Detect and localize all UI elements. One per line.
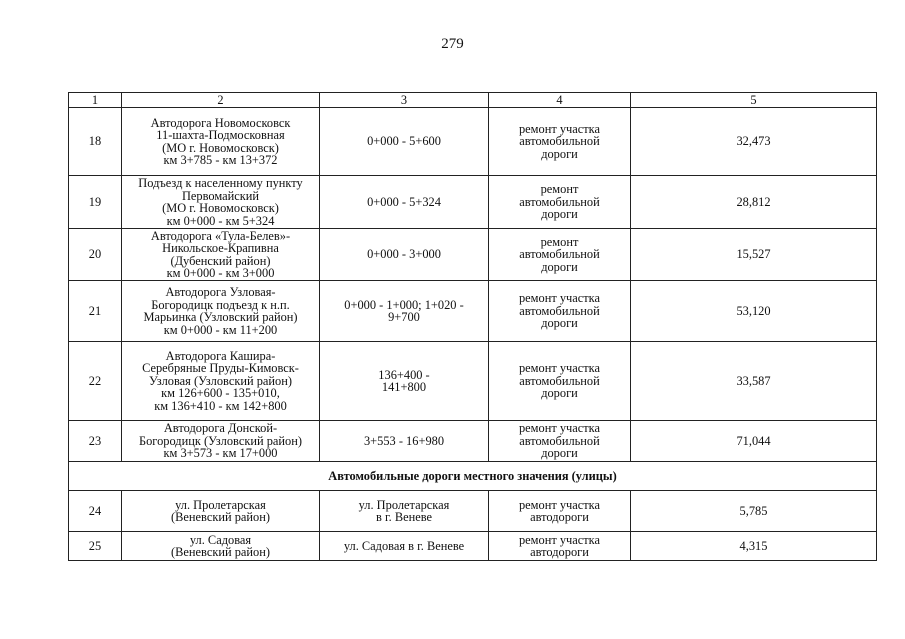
amount-cell: 15,527 [631, 229, 877, 281]
table-header-row [69, 93, 877, 108]
table-row [69, 108, 877, 176]
table-row [69, 421, 877, 462]
table-row [69, 229, 877, 281]
amount-cell: 53,120 [631, 281, 877, 342]
table-row [69, 281, 877, 342]
column-header: 4 [489, 93, 631, 108]
row-number: 21 [69, 281, 122, 342]
work-type-cell: ремонт участка автодороги [489, 491, 631, 532]
road-name-cell: Автодорога «Тула-Белев»- Никольское-Крапивна (Дубенский район) км 0+000 - км 3+000 [122, 229, 320, 281]
km-range-cell: 3+553 - 16+980 [320, 421, 489, 462]
row-number: 24 [69, 491, 122, 532]
row-number: 25 [69, 532, 122, 561]
page-number: 279 [441, 36, 464, 52]
row-number: 23 [69, 421, 122, 462]
amount-cell: 28,812 [631, 176, 877, 229]
road-name-cell: ул. Пролетарская (Веневский район) [122, 491, 320, 532]
work-type-cell: ремонт участка автомобильной дороги [489, 342, 631, 421]
column-header: 2 [122, 93, 320, 108]
km-range-cell: ул. Пролетарская в г. Веневе [320, 491, 489, 532]
km-range-cell: 136+400 - 141+800 [320, 342, 489, 421]
work-type-cell: ремонт автомобильной дороги [489, 229, 631, 281]
work-type-cell: ремонт участка автодороги [489, 532, 631, 561]
road-name-cell: Автодорога Новомосковск 11-шахта-Подмосковная (МО г. Новомосковск) км 3+785 - км 13+372 [122, 108, 320, 176]
amount-cell: 71,044 [631, 421, 877, 462]
row-number: 22 [69, 342, 122, 421]
section-header-row [69, 462, 877, 491]
section-title: Автомобильные дороги местного значения (улицы) [69, 462, 877, 491]
km-range-cell: ул. Садовая в г. Веневе [320, 532, 489, 561]
table-row [69, 491, 877, 532]
row-number: 20 [69, 229, 122, 281]
work-type-cell: ремонт участка автомобильной дороги [489, 421, 631, 462]
amount-cell: 32,473 [631, 108, 877, 176]
amount-cell: 33,587 [631, 342, 877, 421]
row-number: 19 [69, 176, 122, 229]
amount-cell: 5,785 [631, 491, 877, 532]
km-range-cell: 0+000 - 5+324 [320, 176, 489, 229]
roads-table [68, 92, 877, 561]
work-type-cell: ремонт участка автомобильной дороги [489, 108, 631, 176]
table-row [69, 342, 877, 421]
column-header: 1 [69, 93, 122, 108]
km-range-cell: 0+000 - 1+000; 1+020 - 9+700 [320, 281, 489, 342]
road-name-cell: Автодорога Донской- Богородицк (Узловский район) км 3+573 - км 17+000 [122, 421, 320, 462]
work-type-cell: ремонт автомобильной дороги [489, 176, 631, 229]
amount-cell: 4,315 [631, 532, 877, 561]
road-name-cell: Подъезд к населенному пункту Первомайский (МО г. Новомосковск) км 0+000 - км 5+324 [122, 176, 320, 229]
km-range-cell: 0+000 - 5+600 [320, 108, 489, 176]
road-name-cell: Автодорога Кашира- Серебряные Пруды-Кимовск- Узловая (Узловский район) км 126+600 - 135+010, км 136+410 - км 142+800 [122, 342, 320, 421]
road-name-cell: ул. Садовая (Веневский район) [122, 532, 320, 561]
column-header: 5 [631, 93, 877, 108]
table-row [69, 532, 877, 561]
column-header: 3 [320, 93, 489, 108]
table-row [69, 176, 877, 229]
km-range-cell: 0+000 - 3+000 [320, 229, 489, 281]
work-type-cell: ремонт участка автомобильной дороги [489, 281, 631, 342]
road-name-cell: Автодорога Узловая- Богородицк подъезд к н.п. Марьинка (Узловский район) км 0+000 - км 11+200 [122, 281, 320, 342]
row-number: 18 [69, 108, 122, 176]
